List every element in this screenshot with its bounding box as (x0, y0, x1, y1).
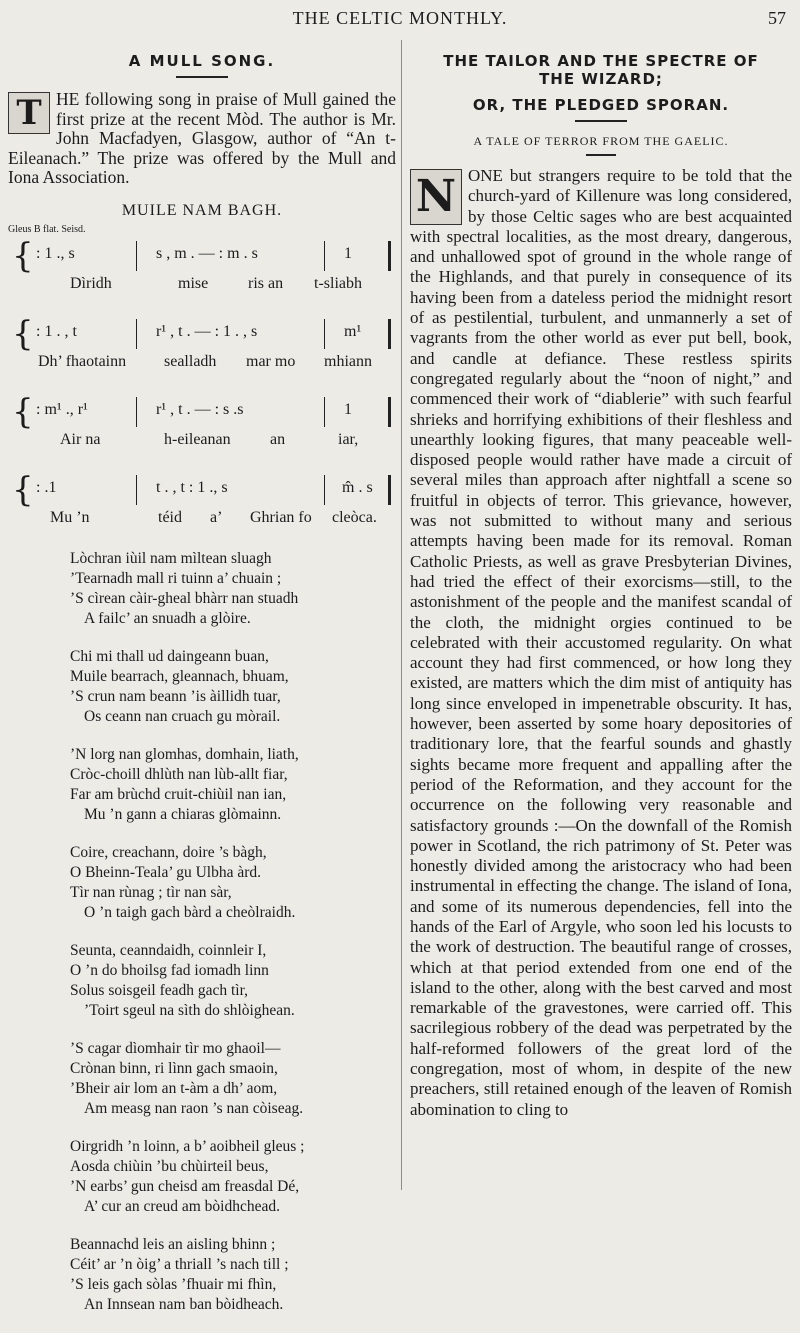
lyric-syllable: an (270, 430, 286, 448)
music-notes: r¹ , t . — : 1 . , s (156, 322, 258, 340)
verse-line: Os ceann nan cruach gu mòrail. (84, 707, 281, 725)
bar-line (324, 475, 325, 505)
verse (70, 745, 396, 825)
verse-line: ’N lorg nan glomhas, domhain, liath, (70, 745, 299, 763)
verse-line: A’ cur an creud am bòidhchead. (84, 1197, 280, 1215)
bar-line (324, 241, 325, 271)
verse-line: ’Toirt sgeul na sìth do shlòighean. (84, 1001, 295, 1019)
music-row (8, 393, 396, 463)
verse-line: ’S leis gach sòlas ’fhuair mi fhìn, (70, 1275, 277, 1293)
lyric-syllable: cleòca. (332, 508, 377, 526)
music-notes: t . , t : 1 ., s (156, 478, 228, 496)
ornamental-dropcap-n: N (410, 169, 462, 225)
music-row (8, 237, 396, 307)
verse-line: Crònan binn, ri lìnn gach smaoin, (70, 1059, 278, 1077)
lyric-syllable: mise (178, 274, 209, 292)
verse (70, 647, 396, 727)
bar-line (324, 397, 325, 427)
song-heading: A MULL SONG. (128, 52, 276, 70)
bar-line (388, 397, 391, 427)
bar-line (136, 319, 137, 349)
subtitle-rule (586, 154, 616, 156)
right-column (410, 52, 792, 1120)
bar-line (388, 241, 391, 271)
brace-icon: { (12, 469, 34, 510)
music-notes: 1 (344, 244, 352, 262)
verse-line: Solus soisgeil feadh gach tìr, (70, 981, 249, 999)
left-column (8, 52, 396, 1333)
heading-rule (575, 120, 627, 122)
verse-line: Oirgridh ’n loinn, a b’ aoibheil gleus ; (70, 1137, 305, 1155)
tale-text: ONE but strangers require to be told that the church-yard of Killenure was long considered, by those Celtic sages who are best acquainted with spectral localities, as the most dreary, dangerous, and unhallowed spot of ground in the whole range of the Highlands, and that purely in consequence of its having been from a dateless period the midnight resort of as pestilential, turbulent, and unmannerly a set of vagrants from the other world as ever put bell, book, and candle at defiance. These restless spirits congregated regularly about the “noon of night,” and commenced their work of “diablerie” with such fearful shrieks and horrifying exhibitions of their fleshless and unearthly looking figures, that many peaceable well-disposed people would rather have made a circuit of several miles than approach after nightfall a scene so fruitful in objects of terror. This grievance, however, was not submitted to without many and serious attempts having been made for its removal. Roman Catholic Priests, as well as grave Presbyterian Divines, had tried the effect of their exorcisms—still, to the astonishment of the people and the manifest scandal of the cloth, the midnight orgies continued to be celebrated with their accustomed regularity. On what account they had first commenced, or how long they existed, are matters which the dim mist of antiquity has long since enveloped in impenetrable obscurity. It has, however, been asserted by some hoary depositories of traditionary lore, that the fearful sounds and ghastly sights became more frequent and appalling after the period of the Reformation, and they account for the occurrence on the following very reasonable and satisfactory grounds :—On the downfall of the Romish power in Scotland, the rich patrimony of St. Peter was honestly divided among the aristocracy who had been instrumental in effecting the change. The island of Iona, and some of its numerous dependencies, fell into the hands of the Earl of Argyle, who soon led his locusts to the work of destruction. The beautiful range of crosses, which at that period extended from one end of the island to the other, along with the best carved and most remarkable of the gravestones, were carried off. This sacrilegious robbery of the dead was perpetrated by the half-reformed followers of the great lord of the congregation, most of whom, in despite of the new preachers, still retained enough of the leaven of Romish abomination to cling to (410, 166, 792, 1119)
lyric-syllable: Dìridh (70, 274, 112, 292)
column-divider (401, 40, 402, 1190)
verse-line: ’S cìrean càir-gheal bhàrr nan stuadh (70, 589, 299, 607)
music-notes: r¹ , t . — : s .s (156, 400, 244, 418)
verse-line: O ’n taigh gach bàrd a cheòlraidh. (84, 903, 296, 921)
bar-line (324, 319, 325, 349)
music-notes: m¹ (344, 322, 362, 340)
music-notes: s , m . — : m . s (156, 244, 258, 262)
intro-text: HE following song in praise of Mull gained the first prize at the recent Mòd. The author is Mr. John Macfadyen, Glasgow, author of “An t-Eileanach.” The prize was offered by the Mull and Iona Association. (8, 89, 396, 187)
bar-line (388, 319, 391, 349)
lyric-syllable: h-eileanan (164, 430, 231, 448)
music-row (8, 471, 396, 541)
lyric-syllable: Dh’ fhaotainn (38, 352, 127, 370)
tale-heading-line2: THE WIZARD; (539, 70, 663, 88)
verse (70, 843, 396, 923)
song-title: MUILE NAM BAGH. (121, 201, 283, 219)
verse (70, 1137, 396, 1217)
song-verses (8, 549, 396, 1315)
verse-line: Far am brùchd cruit-chiùil nan ian, (70, 785, 287, 803)
lyric-syllable: mhiann (324, 352, 372, 370)
verse-line: Tìr nan rùnag ; tìr nan sàr, (70, 883, 232, 901)
verse (70, 1235, 396, 1315)
verse (70, 941, 396, 1021)
lyric-syllable: a’ (210, 508, 223, 526)
verse-line: Céit’ ar ’n òig’ a thriall ’s nach till ; (70, 1255, 289, 1273)
verse-line: O Bheinn-Teala’ gu Ulbha àrd. (70, 863, 262, 881)
tale-subtitle: A TALE OF TERROR FROM THE GAELIC. (473, 134, 729, 148)
page-header (0, 8, 800, 34)
music-row (8, 315, 396, 385)
verse-line: Coire, creachann, doire ’s bàgh, (70, 843, 267, 861)
verse-line: O ’n do bhoilsg fad iomadh linn (70, 961, 269, 979)
verse-line: An Innsean nam ban bòidheach. (84, 1295, 284, 1313)
verse (70, 1039, 396, 1119)
verse-line: Am measg nan raon ’s nan còiseag. (84, 1099, 304, 1117)
verse-line: Mu ’n gann a chiaras glòmainn. (84, 805, 282, 823)
song-intro (8, 90, 396, 188)
bar-line (136, 397, 137, 427)
heading-rule (176, 76, 228, 78)
music-notes: : m¹ ., r¹ (36, 400, 88, 418)
bar-line (136, 475, 137, 505)
music-notes: : 1 ., s (36, 244, 75, 262)
brace-icon: { (12, 391, 34, 432)
lyric-syllable: Ghrian fo (250, 508, 312, 526)
lyric-syllable: t-sliabh (314, 274, 362, 292)
verse-line: Lòchran iùil nam mìltean sluagh (70, 549, 272, 567)
lyric-syllable: iar, (338, 430, 359, 448)
ornamental-dropcap-t: T (8, 92, 50, 134)
music-notes: : .1 (36, 478, 57, 496)
music-notes: 1 (344, 400, 352, 418)
key-signature-line: Gleus B flat. Seisd. (8, 223, 86, 235)
tale-heading-line1: THE TAILOR AND THE SPECTRE OF (443, 52, 759, 70)
tale-body (410, 166, 792, 1120)
verse-line: Beannachd leis an aisling bhinn ; (70, 1235, 276, 1253)
verse-line: Aosda chiùin ’bu chùirteil beus, (70, 1157, 269, 1175)
verse-line: ’Bheir air lom an t-àm a dh’ aom, (70, 1079, 278, 1097)
verse-line: A failc’ an snuadh a glòire. (84, 609, 251, 627)
lyric-syllable: Mu ’n (50, 508, 90, 526)
running-title: THE CELTIC MONTHLY. (292, 8, 508, 28)
sol-fa-notation (8, 237, 396, 537)
verse-line: Chi mi thall ud daingeann buan, (70, 647, 269, 665)
bar-line (388, 475, 391, 505)
lyric-syllable: ris an (248, 274, 284, 292)
verse (70, 549, 396, 629)
verse-line: Muile bearrach, gleannach, bhuam, (70, 667, 289, 685)
verse-line: ’Tearnadh mall ri tuinn a’ chuain ; (70, 569, 282, 587)
lyric-syllable: mar mo (246, 352, 296, 370)
verse-line: ’S cagar dìomhair tìr mo ghaoil— (70, 1039, 281, 1057)
lyric-syllable: sealladh (164, 352, 217, 370)
tale-heading-line3: OR, THE PLEDGED SPORAN. (472, 96, 730, 114)
brace-icon: { (12, 313, 34, 354)
verse-line: ’N earbs’ gun cheisd am freasdal Dé, (70, 1177, 300, 1195)
bar-line (136, 241, 137, 271)
music-notes: : 1 . , t (36, 322, 77, 340)
verse-line: Cròc-choill dhlùth nan lùb-allt fiar, (70, 765, 288, 783)
brace-icon: { (12, 235, 34, 276)
verse-line: ’S crun nam beann ’is àillidh tuar, (70, 687, 281, 705)
lyric-syllable: téid (158, 508, 182, 526)
page-number: 57 (768, 8, 786, 28)
verse-line: Seunta, ceanndaidh, coinnleir I, (70, 941, 267, 959)
lyric-syllable: Air na (60, 430, 101, 448)
music-notes: m̂ . s (342, 478, 373, 496)
